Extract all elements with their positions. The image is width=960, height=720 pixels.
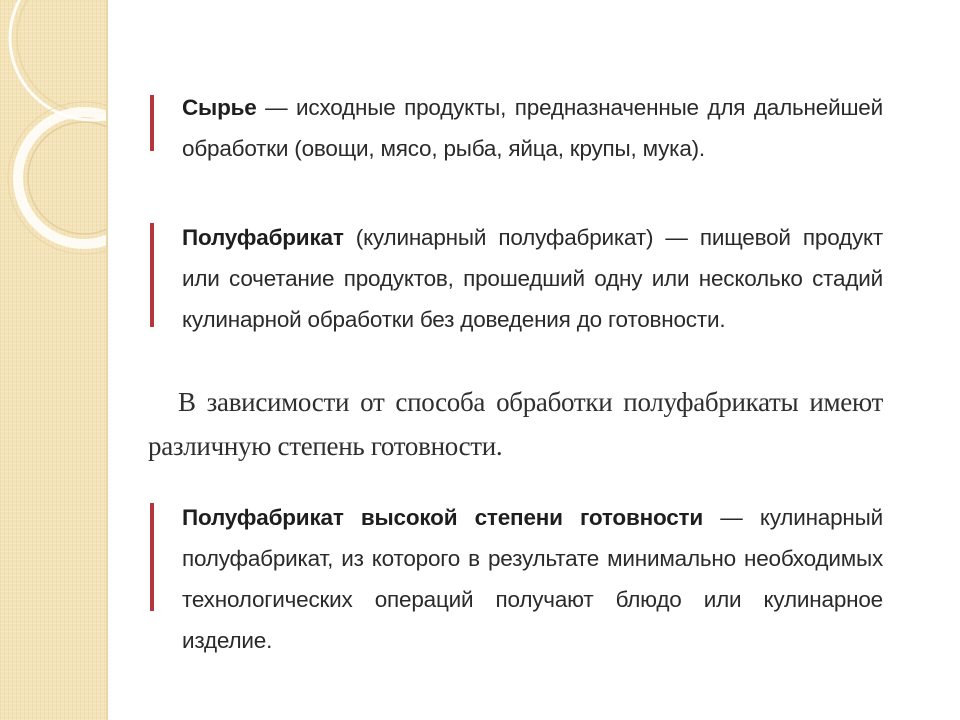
definition-high-readiness bbox=[148, 497, 883, 661]
readiness-paragraph: В зависимости от способа обработки полуфабрикаты имеют различную степень готовности. bbox=[148, 387, 883, 461]
accent-bar bbox=[150, 95, 154, 151]
definition-text bbox=[182, 217, 883, 340]
definition-semi-finished bbox=[148, 217, 883, 340]
definition-raw-materials bbox=[148, 87, 883, 169]
definition-term: Полуфабрикат bbox=[182, 225, 344, 250]
accent-bar bbox=[150, 503, 154, 611]
decorative-circles-icon bbox=[0, 0, 106, 720]
definition-text bbox=[182, 497, 883, 661]
definition-body: (кулинарный полуфабрикат) — пищевой продукт или сочетание продуктов, прошедший одну или несколько стадий кулинарной обработки без доведения до готовности. bbox=[182, 225, 883, 332]
definition-body: — кулинарный полуфабрикат, из которого в результате минимально необходимых технологических операций получают блюдо или кулинарное изделие. bbox=[182, 505, 883, 653]
slide-content bbox=[148, 0, 888, 720]
decorative-side-strip bbox=[0, 0, 108, 720]
definition-term: Сырье bbox=[182, 95, 257, 120]
definition-text bbox=[182, 87, 883, 169]
accent-bar bbox=[150, 223, 154, 327]
definition-body: — исходные продукты, предназначенные для дальнейшей обработки (овощи, мясо, рыба, яйца, крупы, мука). bbox=[182, 95, 883, 161]
definition-term: Полуфабрикат высокой степени готовности bbox=[182, 505, 703, 530]
